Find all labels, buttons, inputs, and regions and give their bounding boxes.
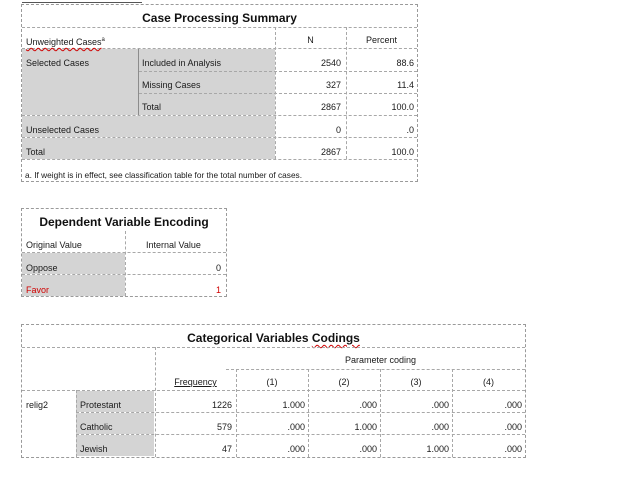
total-percent: 100.0 <box>391 147 414 157</box>
encoding-label-oppose: Oppose <box>26 263 58 273</box>
unselected-cases-label: Unselected Cases <box>26 125 100 135</box>
categorical-variables-codings-table <box>21 324 526 458</box>
row-percent: 11.4 <box>397 80 414 90</box>
frequency-value: 47 <box>221 444 232 454</box>
case-processing-summary-table <box>21 4 418 182</box>
code-value: .000 <box>504 444 522 454</box>
code-value: .000 <box>504 400 522 410</box>
frequency-header: Frequency <box>174 377 217 387</box>
row-percent: 100.0 <box>391 102 414 112</box>
code-value: .000 <box>287 444 305 454</box>
encoding-label-favor: Favor <box>26 285 50 295</box>
category-label: Protestant <box>80 400 122 410</box>
row-label: Included in Analysis <box>142 58 222 68</box>
total-n: 2867 <box>320 147 341 157</box>
row-n: 2867 <box>320 102 341 112</box>
frequency-value: 1226 <box>211 400 232 410</box>
code-value: .000 <box>359 400 377 410</box>
header-internal-value: Internal Value <box>146 240 201 250</box>
param-col-header: (4) <box>483 377 494 387</box>
shade-total <box>22 138 275 159</box>
unselected-n: 0 <box>335 125 341 135</box>
categorical-variables-codings-title: Categorical Variables Codings <box>187 331 360 345</box>
param-col-header: (1) <box>266 377 278 387</box>
category-label: Jewish <box>80 444 108 454</box>
selected-cases-label: Selected Cases <box>26 58 90 68</box>
row-n: 2540 <box>320 58 341 68</box>
header-n: N <box>307 35 314 45</box>
row-n: 327 <box>325 80 341 90</box>
parameter-coding-header: Parameter coding <box>344 355 417 365</box>
encoding-value-favor: 1 <box>215 285 221 295</box>
code-value: 1.000 <box>354 422 377 432</box>
row-label: Missing Cases <box>142 80 201 90</box>
param-col-header: (3) <box>410 377 422 387</box>
encoding-value-oppose: 0 <box>215 263 221 273</box>
header-percent: Percent <box>365 35 398 45</box>
code-value: .000 <box>287 422 305 432</box>
category-label: Catholic <box>80 422 113 432</box>
unweighted-cases-label: Unweighted Cases$^a$ <box>26 37 105 47</box>
code-value: 1.000 <box>426 444 449 454</box>
dependent-variable-encoding-title: Dependent Variable Encoding <box>39 215 209 229</box>
unselected-percent: .0 <box>406 125 414 135</box>
code-value: 1.000 <box>282 400 305 410</box>
code-value: .000 <box>431 400 449 410</box>
variable-label: relig2 <box>26 400 49 410</box>
case-processing-summary-title: Case Processing Summary <box>142 11 297 25</box>
frequency-value: 579 <box>216 422 232 432</box>
header-original-value: Original Value <box>26 240 82 250</box>
total-label: Total <box>26 147 46 157</box>
code-value: .000 <box>359 444 377 454</box>
row-label: Total <box>142 102 162 112</box>
dependent-variable-encoding-table <box>21 208 227 297</box>
code-value: .000 <box>504 422 522 432</box>
previous-output-remnant <box>22 0 142 3</box>
row-percent: 88.6 <box>396 58 414 68</box>
code-value: .000 <box>431 422 449 432</box>
case-processing-footnote: a. If weight is in effect, see classification table for the total number of cases. <box>25 170 303 180</box>
param-col-header: (2) <box>338 377 350 387</box>
